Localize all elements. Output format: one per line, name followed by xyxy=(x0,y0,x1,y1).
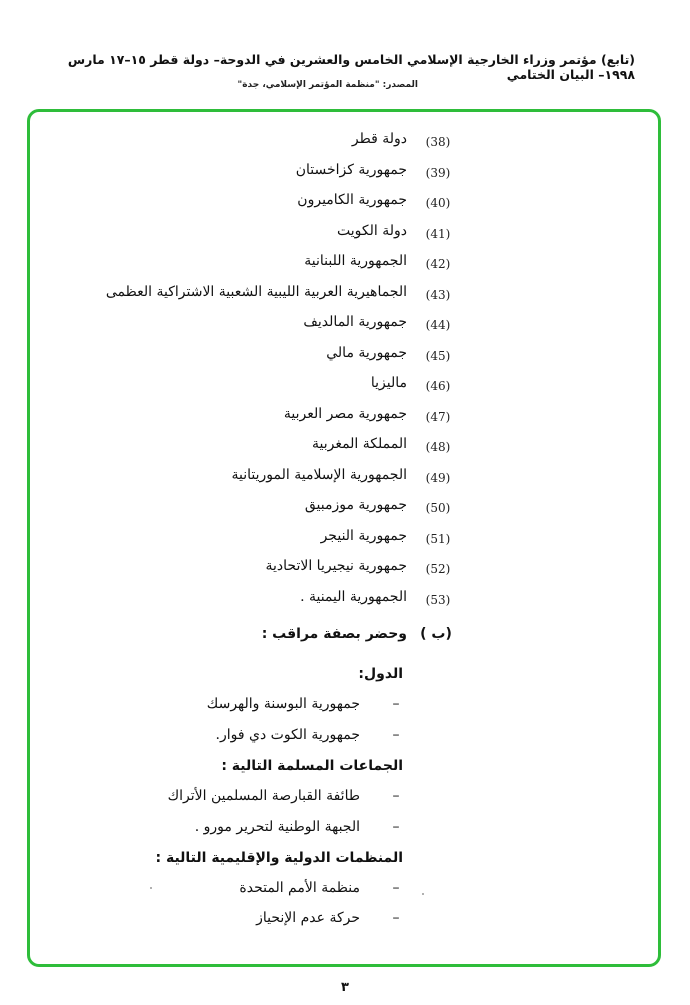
muslim-communities-heading: الجماعات المسلمة التالية : xyxy=(221,758,403,774)
member-number: (53) xyxy=(425,593,451,607)
member-number: (46) xyxy=(425,379,451,393)
scan-speck xyxy=(422,893,424,895)
section-b-label: (ب ) xyxy=(420,626,452,642)
document-source: المصدر: "منظمة المؤتمر الإسلامي، جدة" xyxy=(237,80,418,90)
member-number: (43) xyxy=(425,288,451,302)
member-name: جمهورية كزاخستان xyxy=(295,162,407,178)
member-number: (45) xyxy=(425,349,451,363)
document-title: (تابع) مؤتمر وزراء الخارجية الإسلامي الخامس والعشرين في الدوحة– دولة قطر ١٥–١٧ مارس ١٩٩٨– البيان الختامي xyxy=(67,52,635,82)
member-name: الجمهورية الإسلامية الموريتانية xyxy=(231,467,407,483)
list-dash: – xyxy=(392,788,400,804)
list-dash: – xyxy=(392,910,400,926)
list-dash: – xyxy=(392,696,400,712)
organizations-heading: المنظمات الدولية والإقليمية التالية : xyxy=(155,850,403,866)
member-name: الجمهورية اليمنية . xyxy=(300,589,407,605)
member-name: جمهورية الكاميرون xyxy=(297,192,407,208)
list-dash: – xyxy=(392,880,400,896)
member-name: جمهورية مالي xyxy=(326,345,407,361)
member-number: (51) xyxy=(425,532,451,546)
observer-state: جمهورية الكوت دي فوار. xyxy=(215,727,360,743)
member-number: (39) xyxy=(425,166,451,180)
member-number: (50) xyxy=(425,501,451,515)
member-number: (48) xyxy=(425,440,451,454)
member-name: جمهورية المالديف xyxy=(303,314,407,330)
observer-community: طائفة القبارصة المسلمين الأتراك xyxy=(167,788,360,804)
member-name: ماليزيا xyxy=(370,375,407,391)
states-heading: الدول: xyxy=(358,666,403,682)
list-dash: – xyxy=(392,727,400,743)
member-name: دولة الكويت xyxy=(337,223,407,239)
member-number: (47) xyxy=(425,410,451,424)
member-name: الجماهيرية العربية الليبية الشعبية الاشتراكية العظمى xyxy=(105,284,407,300)
member-number: (40) xyxy=(425,196,451,210)
member-number: (52) xyxy=(425,562,451,576)
observer-organization: حركة عدم الإنحياز xyxy=(256,910,360,926)
member-name: المملكة المغربية xyxy=(311,436,407,452)
member-name: دولة قطر xyxy=(351,131,407,147)
member-name: جمهورية موزمبيق xyxy=(304,497,407,513)
member-number: (49) xyxy=(425,471,451,485)
scan-speck xyxy=(150,887,152,889)
section-b-heading: وحضر بصفة مراقب : xyxy=(261,626,407,642)
member-name: جمهورية مصر العربية xyxy=(283,406,407,422)
member-number: (44) xyxy=(425,318,451,332)
page-number: ٣ xyxy=(341,980,349,995)
member-number: (38) xyxy=(425,135,451,149)
observer-community: الجبهة الوطنية لتحرير مورو . xyxy=(194,819,360,835)
list-dash: – xyxy=(392,819,400,835)
member-name: جمهورية نيجيريا الاتحادية xyxy=(265,558,407,574)
observer-organization: منظمة الأمم المتحدة xyxy=(239,880,360,896)
observer-state: جمهورية البوسنة والهرسك xyxy=(206,696,360,712)
member-number: (41) xyxy=(425,227,451,241)
member-name: الجمهورية اللبنانية xyxy=(304,253,407,269)
member-number: (42) xyxy=(425,257,451,271)
member-name: جمهورية النيجر xyxy=(320,528,407,544)
